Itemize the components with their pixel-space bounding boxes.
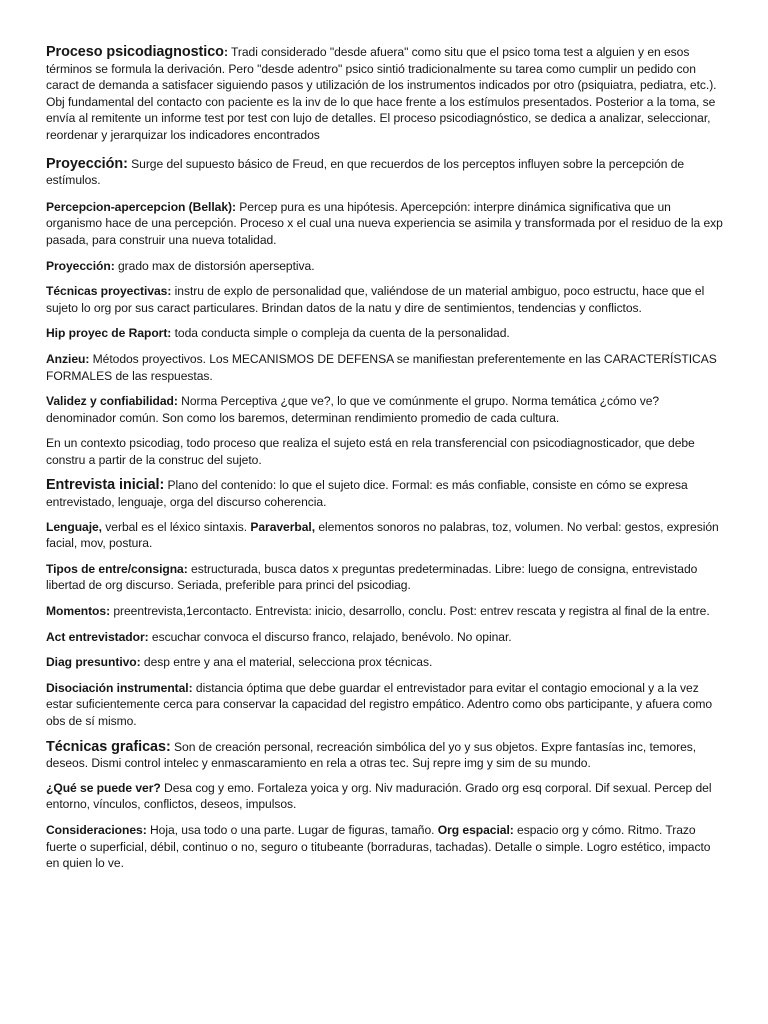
heading-colon: : [223,45,228,59]
paragraph-lenguaje [46,519,726,552]
term-consideraciones: Consideraciones: [46,822,147,837]
paragraph-text: distancia óptima que debe guardar el entrevistador para evitar el contagio emocional y a la vez estar suficientemente cerca para conservar la capacidad del registro empático. Adentro como obs participante, y afuera como obs de sí mismo. [46,680,713,728]
paragraph-text: Percep pura es una hipótesis. Apercepción: interpre dinámica significativa que un organismo hace de una percepción. Proceso x el cual una nueva experiencia se asimila y transformada por el residuo de la exp pasada, para construir una nueva totalidad. [46,199,723,247]
term-paraverbal: Paraverbal, [250,519,316,534]
term-diag-presuntivo: Diag presuntivo: [46,655,141,670]
heading-proyeccion: Proyección: [46,155,128,172]
paragraph-proyeccion-grado [46,258,726,275]
paragraph-text: Plano del contenido: lo que el sujeto dice. Formal: es más confiable, consiste en cómo se expresa entrevistado, lenguaje, orga del discurso coherencia. [46,478,688,510]
paragraph-hip-proyec-raport [46,325,726,342]
term-percepcion-apercepcion: Percepcion-apercepcion (Bellak): [46,199,236,214]
paragraph-act-entrevistador [46,629,726,646]
document-page [46,44,726,881]
paragraph-diag-presuntivo [46,654,726,671]
term-validez-confiabilidad: Validez y confiabilidad: [46,394,178,409]
paragraph-text: Métodos proyectivos. Los MECANISMOS DE DEFENSA se manifiestan preferentemente en las CARACTERÍSTICAS FORMALES de las respuestas. [46,351,717,383]
paragraph-proyeccion-freud [46,156,726,189]
paragraph-text: Surge del supuesto básico de Freud, en que recuerdos de los perceptos influyen sobre la percepción de estímulos. [46,156,685,188]
term-momentos: Momentos: [46,604,111,619]
paragraph-text: instru de explo de personalidad que, valiéndose de un material ambiguo, poco estructu, hace que el sujeto lo org por sus caract particulares. Brindan datos de la natu y dire de sentimientos, tendencias y conflictos. [46,284,705,315]
paragraph-text: Tradi considerado "desde afuera" como situ que el psico toma test a alguien y en esos términos se formula la derivación. Pero "desde adentro" psico sintió tradicionalmente su tarea como cumplir un pedido con caract de demanda a satisfacer siguiendo pasos y utilización de los instrumentos indicados por otro (psiquiatra, pediatra, etc.). Obj fundamental del contacto con paciente es la inv de lo que hace frente a los estímulos presentados. Posterior a la toma, se envía al remitente un informe test por test con lujo de detalles. El proceso psicodiagnóstico, se dedica a analizar, seleccionar, reordenar y jerarquizar los indicadores encontrados [46,45,717,142]
term-org-espacial: Org espacial: [437,822,514,837]
term-tipos-entrevista: Tipos de entre/consigna: [46,561,188,576]
paragraph-anzieu [46,351,726,384]
paragraph-text: Desa cog y emo. Fortaleza yoica y org. Niv maduración. Grado org esq corporal. Dif sexual. Percep del entorno, vínculos, conflictos, deseos, impulsos. [46,780,712,812]
term-tecnicas-proyectivas: Técnicas proyectivas: [46,284,172,299]
paragraph-entrevista-inicial [46,477,726,510]
heading-tecnicas-graficas: Técnicas graficas: [46,738,171,755]
paragraph-text: En un contexto psicodiag, todo proceso que realiza el sujeto está en rela transferencial con psicodiagnosticador, que debe constru a partir de la construc del sujeto. [46,436,695,467]
paragraph-proceso-psicodiagnostico [46,44,726,144]
paragraph-text: preentrevista,1ercontacto. Entrevista: inicio, desarrollo, conclu. Post: entrev rescata y registra al final de la entre. [110,604,710,619]
term-lenguaje: Lenguaje, [46,519,102,534]
paragraph-text: escuchar convoca el discurso franco, relajado, benévolo. No opinar. [148,629,512,644]
paragraph-text: toda conducta simple o compleja da cuenta de la personalidad. [171,326,510,341]
paragraph-text: elementos sonoros no palabras, toz, volumen. No verbal: gestos, expresión facial, mov, postura. [46,519,719,551]
paragraph-text: desp entre y ana el material, selecciona prox técnicas. [140,655,433,670]
paragraph-text: verbal es el léxico sintaxis. [102,519,251,534]
paragraph-text: Norma Perceptiva ¿que ve?, lo que ve comúnmente el grupo. Norma temática ¿cómo ve? denominador común. Son como los baremos, determinan rendimiento promedio de cada cultura. [46,394,660,425]
paragraph-consideraciones [46,822,726,872]
paragraph-tecnicas-proyectivas [46,283,726,316]
paragraph-que-se-puede-ver [46,780,726,813]
paragraph-text: Son de creación personal, recreación simbólica del yo y sus objetos. Expre fantasías inc, temores, deseos. Dismi control intelec y enmascaramiento en rela a otras tec. Suj repre img y sim de su mundo. [46,739,697,771]
paragraph-text: estructurada, busca datos x preguntas predeterminadas. Libre: luego de consigna, entrevistado libertad de org discurso. Seriada, preferible para princi del psicodiag. [46,561,698,593]
paragraph-text: grado max de distorsión aperseptiva. [114,258,315,273]
term-que-se-puede-ver: ¿Qué se puede ver? [46,780,161,795]
heading-entrevista-inicial: Entrevista inicial: [46,477,165,494]
paragraph-contexto-psicodiag [46,435,726,468]
paragraph-text: Hoja, usa todo o una parte. Lugar de figuras, tamaño. [146,822,438,837]
paragraph-momentos [46,603,726,620]
paragraph-disociacion-instrumental [46,680,726,730]
paragraph-tipos-entrevista [46,561,726,594]
term-act-entrevistador: Act entrevistador: [46,629,149,644]
paragraph-percepcion-apercepcion [46,199,726,249]
paragraph-tecnicas-graficas [46,739,726,772]
term-disociacion-instrumental: Disociación instrumental: [46,680,193,695]
term-proyeccion: Proyección: [46,258,115,273]
term-hip-proyec-raport: Hip proyec de Raport: [46,326,172,341]
paragraph-validez-confiabilidad [46,393,726,426]
heading-proceso-psicodiagnostico: Proceso psicodiagnostico [46,44,224,60]
paragraph-text: espacio org y cómo. Ritmo. Trazo fuerte o superficial, débil, continuo o no, seguro o titubeante (borraduras, tachadas). Detalle o simple. Logro estético, impacto en quien lo ve. [46,822,711,871]
term-anzieu: Anzieu: [46,351,90,366]
